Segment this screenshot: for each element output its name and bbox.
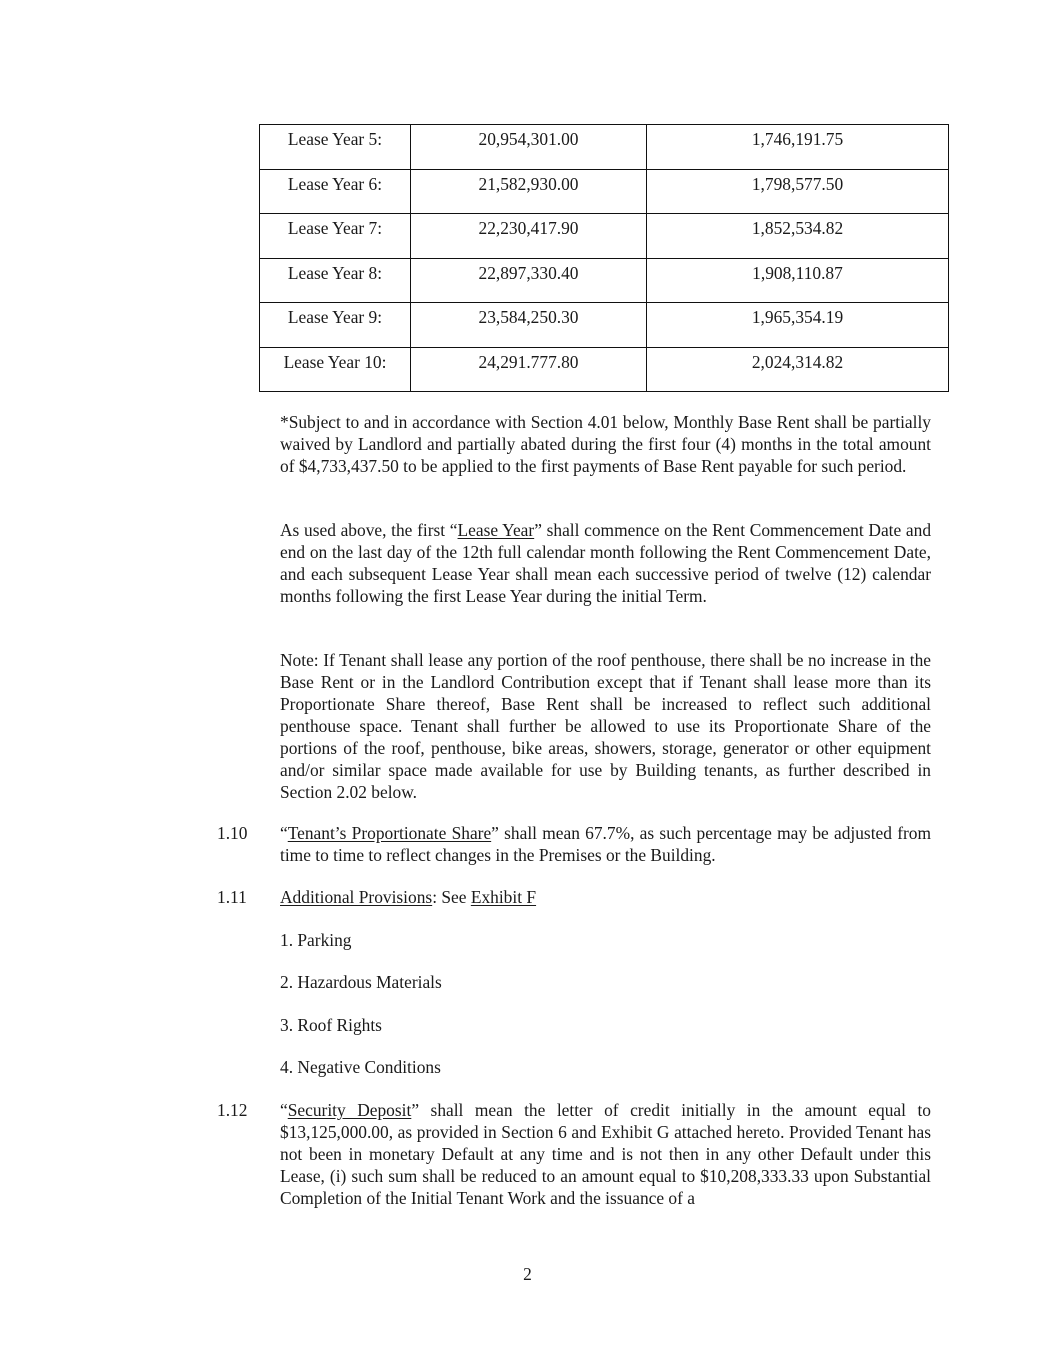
exhibit-f-reference: Exhibit F bbox=[470, 887, 537, 907]
security-deposit-definition bbox=[280, 1099, 931, 1209]
text-fragment: ” shall commence on the Rent Commencement Date and end on the last day of the 12th full calendar month following the Rent Commencement Date, and each subsequent Lease Year shall mean each successive period of twelve (12) calendar months following the first Lease Year during the initial Term. bbox=[280, 520, 932, 606]
lease-year-label: Lease Year 7: bbox=[260, 214, 411, 259]
lease-year-label: Lease Year 6: bbox=[260, 169, 411, 214]
abatement-footnote: *Subject to and in accordance with Section 4.01 below, Monthly Base Rent shall be partially waived by Landlord and partially abated during the first four (4) months in the total amount of $4,733,437.50 to be applied to the first payments of Base Rent payable for such period. bbox=[280, 412, 931, 476]
monthly-rent: 1,746,191.75 bbox=[647, 125, 949, 170]
annual-rent: 24,291.777.80 bbox=[411, 347, 647, 392]
table-row bbox=[260, 169, 949, 214]
lease-year-label: Lease Year 5: bbox=[260, 125, 411, 170]
annual-rent: 22,897,330.40 bbox=[411, 258, 647, 303]
monthly-rent: 1,852,534.82 bbox=[647, 214, 949, 259]
proportionate-share-definition bbox=[280, 822, 931, 866]
defined-term-additional-provisions: Additional Provisions bbox=[280, 887, 433, 907]
monthly-rent: 2,024,314.82 bbox=[647, 347, 949, 392]
table-row bbox=[260, 347, 949, 392]
lease-year-label: Lease Year 8: bbox=[260, 258, 411, 303]
monthly-rent: 1,798,577.50 bbox=[647, 169, 949, 214]
section-number: 1.10 bbox=[217, 823, 248, 843]
section-number: 1.11 bbox=[217, 887, 247, 907]
annual-rent: 22,230,417.90 bbox=[411, 214, 647, 259]
text-fragment: As used above, the first “ bbox=[280, 520, 458, 540]
text-fragment: ” shall mean 67.7%, as such percentage may be adjusted from time to time to reflect changes in the Premises or the Building. bbox=[280, 823, 931, 865]
table-row bbox=[260, 303, 949, 348]
lease-year-label: Lease Year 10: bbox=[260, 347, 411, 392]
list-item: 4. Negative Conditions bbox=[280, 1057, 441, 1077]
text-fragment: : See bbox=[432, 887, 471, 907]
monthly-rent: 1,965,354.19 bbox=[647, 303, 949, 348]
page-number: 2 bbox=[523, 1264, 532, 1284]
annual-rent: 21,582,930.00 bbox=[411, 169, 647, 214]
text-fragment: “ bbox=[280, 823, 288, 843]
defined-term-lease-year: Lease Year bbox=[457, 520, 535, 540]
defined-term-security-deposit: Security Deposit bbox=[287, 1100, 412, 1120]
list-item: 3. Roof Rights bbox=[280, 1015, 382, 1035]
list-item: 2. Hazardous Materials bbox=[280, 972, 442, 992]
lease-year-definition bbox=[280, 519, 931, 607]
section-number: 1.12 bbox=[217, 1100, 248, 1120]
base-rent-table bbox=[259, 124, 949, 392]
list-item: 1. Parking bbox=[280, 930, 352, 950]
penthouse-note: Note: If Tenant shall lease any portion of the roof penthouse, there shall be no increase in the Base Rent or in the Landlord Contribution except that if Tenant shall lease more than its Proportionate Share thereof, Base Rent shall be increased to reflect such additional penthouse space. Tenant shall further be allowed to use its Proportionate Share of the portions of the roof, penthouse, bike areas, showers, storage, generator or other equipment and/or similar space made available for use by Building tenants, as further described in Section 2.02 below. bbox=[280, 650, 931, 802]
additional-provisions bbox=[280, 886, 536, 908]
annual-rent: 20,954,301.00 bbox=[411, 125, 647, 170]
text-fragment: ” shall mean the letter of credit initially in the amount equal to $13,125,000.00, as provided in Section 6 and Exhibit G attached hereto. Provided Tenant has not been in monetary Default at any time and is not then in any other Default under this Lease, (i) such sum shall be reduced to an amount equal to $10,208,333.33 upon Substantial Completion of the Initial Tenant Work and the issuance of a bbox=[280, 1100, 931, 1208]
table-row bbox=[260, 214, 949, 259]
annual-rent: 23,584,250.30 bbox=[411, 303, 647, 348]
monthly-rent: 1,908,110.87 bbox=[647, 258, 949, 303]
table-row bbox=[260, 125, 949, 170]
lease-year-label: Lease Year 9: bbox=[260, 303, 411, 348]
defined-term-proportionate-share: Tenant’s Proportionate Share bbox=[287, 823, 492, 843]
text-fragment: “ bbox=[280, 1100, 288, 1120]
table-row bbox=[260, 258, 949, 303]
